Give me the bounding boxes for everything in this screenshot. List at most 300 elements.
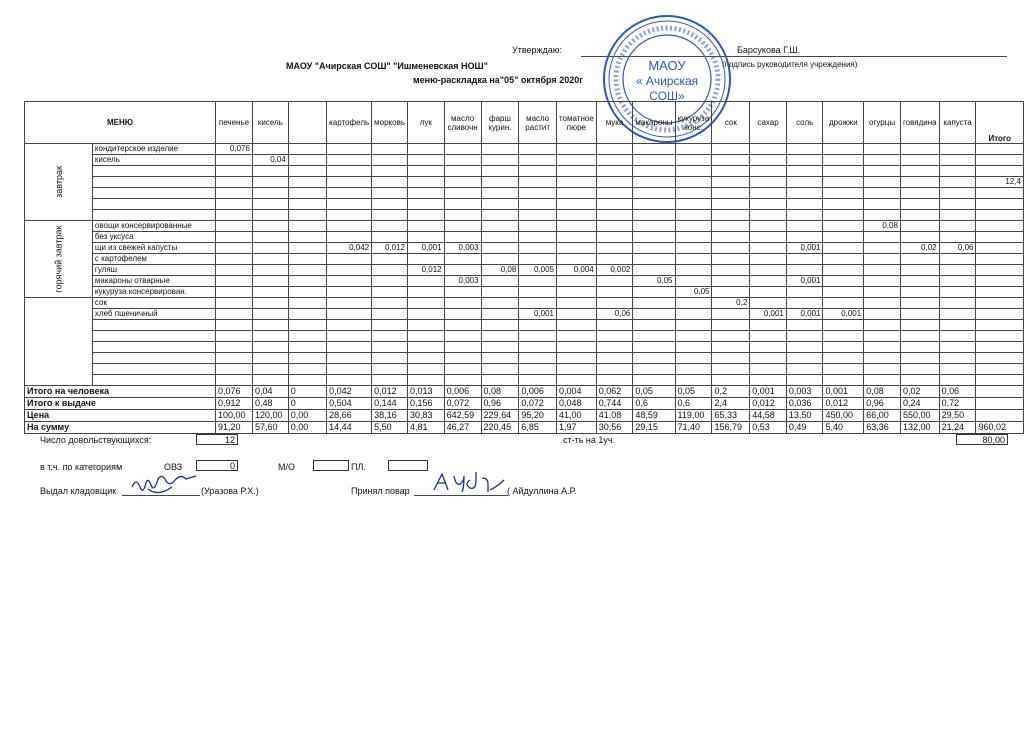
totals-cell: 120,00 bbox=[252, 410, 288, 422]
dish-name: щи из свежей капусты bbox=[92, 243, 215, 254]
table-cell bbox=[786, 375, 823, 386]
totals-cell: 229,64 bbox=[481, 410, 519, 422]
table-cell bbox=[519, 199, 557, 210]
dish-name bbox=[92, 188, 215, 199]
table-cell bbox=[712, 232, 750, 243]
table-cell bbox=[481, 232, 519, 243]
table-row bbox=[25, 309, 1024, 320]
table-cell bbox=[372, 232, 408, 243]
cook-signature bbox=[430, 470, 510, 496]
table-cell bbox=[596, 276, 633, 287]
totals-cell: 0,042 bbox=[327, 386, 372, 398]
table-cell bbox=[327, 287, 372, 298]
table-cell: 0,06 bbox=[939, 243, 976, 254]
table-cell bbox=[216, 155, 253, 166]
table-cell bbox=[327, 342, 372, 353]
dish-name bbox=[92, 364, 215, 375]
totals-cell: 0,001 bbox=[823, 386, 864, 398]
section-title: горячий завтрак bbox=[53, 225, 64, 292]
totals-cell: 29,50 bbox=[939, 410, 976, 422]
table-cell bbox=[252, 276, 288, 287]
col-header: сок bbox=[712, 102, 750, 144]
table-cell bbox=[675, 210, 712, 221]
table-cell bbox=[596, 232, 633, 243]
table-cell bbox=[481, 298, 519, 309]
col-header: картофель bbox=[327, 102, 372, 144]
table-cell bbox=[444, 177, 481, 188]
table-cell bbox=[786, 232, 823, 243]
dish-name bbox=[92, 375, 215, 386]
totals-cell: 0,04 bbox=[252, 386, 288, 398]
table-cell bbox=[252, 265, 288, 276]
totals-cell: 71,40 bbox=[675, 422, 712, 434]
table-cell bbox=[408, 188, 445, 199]
table-cell bbox=[288, 221, 326, 232]
table-cell bbox=[712, 375, 750, 386]
table-cell bbox=[864, 177, 901, 188]
table-cell bbox=[864, 309, 901, 320]
table-cell bbox=[750, 155, 787, 166]
totals-label: На сумму bbox=[25, 422, 216, 434]
table-cell: 0,012 bbox=[372, 243, 408, 254]
approver-note: (подпись руководителя учреждения) bbox=[722, 60, 858, 69]
table-cell bbox=[633, 166, 675, 177]
table-cell bbox=[252, 166, 288, 177]
totals-cell: 2,4 bbox=[712, 398, 750, 410]
totals-cell: 38,16 bbox=[372, 410, 408, 422]
table-cell bbox=[900, 364, 939, 375]
table-cell bbox=[823, 364, 864, 375]
row-total bbox=[976, 210, 1024, 221]
totals-cell: 0,96 bbox=[864, 398, 901, 410]
table-cell bbox=[327, 177, 372, 188]
table-cell bbox=[444, 188, 481, 199]
totals-cell: 41,08 bbox=[596, 410, 633, 422]
table-cell bbox=[216, 243, 253, 254]
table-cell bbox=[252, 144, 288, 155]
table-cell bbox=[712, 210, 750, 221]
table-cell bbox=[327, 188, 372, 199]
table-cell bbox=[786, 331, 823, 342]
table-cell bbox=[675, 298, 712, 309]
table-row bbox=[25, 210, 1024, 221]
table-cell bbox=[327, 166, 372, 177]
dish-name bbox=[92, 166, 215, 177]
col-header: соль bbox=[786, 102, 823, 144]
table-cell bbox=[864, 155, 901, 166]
table-cell bbox=[900, 199, 939, 210]
table-cell bbox=[519, 254, 557, 265]
totals-cell: 0,08 bbox=[481, 386, 519, 398]
table-cell bbox=[556, 232, 596, 243]
table-row bbox=[25, 298, 1024, 309]
table-cell bbox=[786, 342, 823, 353]
table-cell bbox=[786, 353, 823, 364]
table-cell bbox=[216, 210, 253, 221]
table-cell bbox=[823, 298, 864, 309]
table-cell bbox=[900, 265, 939, 276]
table-cell bbox=[288, 177, 326, 188]
table-cell bbox=[444, 254, 481, 265]
table-cell bbox=[675, 331, 712, 342]
table-cell bbox=[786, 210, 823, 221]
table-cell bbox=[252, 232, 288, 243]
table-cell bbox=[216, 364, 253, 375]
table-cell: 0,02 bbox=[900, 243, 939, 254]
table-cell bbox=[864, 232, 901, 243]
table-cell bbox=[519, 298, 557, 309]
menu-table bbox=[24, 101, 1024, 434]
table-cell bbox=[372, 144, 408, 155]
totals-cell: 44,58 bbox=[750, 410, 787, 422]
table-cell: 0,06 bbox=[596, 309, 633, 320]
table-cell bbox=[481, 243, 519, 254]
table-row bbox=[25, 342, 1024, 353]
totals-cell: 0,072 bbox=[519, 398, 557, 410]
row-total bbox=[976, 243, 1024, 254]
table-cell bbox=[519, 210, 557, 221]
table-cell bbox=[556, 199, 596, 210]
totals-cell: 0,08 bbox=[864, 386, 901, 398]
table-row bbox=[25, 166, 1024, 177]
table-cell bbox=[900, 287, 939, 298]
table-cell bbox=[596, 243, 633, 254]
ovz-label: ОВЗ bbox=[164, 462, 183, 472]
table-cell bbox=[864, 320, 901, 331]
table-cell bbox=[864, 375, 901, 386]
table-cell bbox=[481, 144, 519, 155]
dish-name bbox=[92, 177, 215, 188]
table-cell bbox=[288, 199, 326, 210]
table-cell bbox=[252, 353, 288, 364]
stamp-line-1: МАОУ bbox=[648, 58, 686, 73]
totals-row bbox=[25, 410, 1024, 422]
table-cell bbox=[444, 144, 481, 155]
table-cell bbox=[444, 166, 481, 177]
table-cell bbox=[596, 221, 633, 232]
table-cell bbox=[596, 298, 633, 309]
totals-label: Итого на человека bbox=[25, 386, 216, 398]
table-cell bbox=[288, 287, 326, 298]
table-cell bbox=[675, 265, 712, 276]
table-cell bbox=[327, 265, 372, 276]
table-cell bbox=[900, 320, 939, 331]
row-total bbox=[976, 232, 1024, 243]
table-cell bbox=[519, 243, 557, 254]
table-cell bbox=[675, 221, 712, 232]
table-cell bbox=[481, 364, 519, 375]
col-header bbox=[288, 102, 326, 144]
table-cell bbox=[900, 177, 939, 188]
table-row bbox=[25, 177, 1024, 188]
table-cell bbox=[900, 221, 939, 232]
table-cell bbox=[372, 320, 408, 331]
table-cell: 0,08 bbox=[864, 221, 901, 232]
table-cell bbox=[750, 199, 787, 210]
table-cell: 0,001 bbox=[823, 309, 864, 320]
table-cell bbox=[556, 375, 596, 386]
totals-cell: 0,004 bbox=[556, 386, 596, 398]
table-cell bbox=[288, 353, 326, 364]
totals-cell: 100,00 bbox=[216, 410, 253, 422]
table-cell bbox=[444, 199, 481, 210]
table-cell bbox=[556, 320, 596, 331]
table-cell: 0,012 bbox=[408, 265, 445, 276]
table-cell bbox=[786, 199, 823, 210]
table-cell bbox=[786, 265, 823, 276]
table-row bbox=[25, 243, 1024, 254]
table-cell bbox=[481, 309, 519, 320]
table-cell bbox=[786, 221, 823, 232]
table-cell bbox=[823, 254, 864, 265]
table-cell bbox=[408, 309, 445, 320]
totals-cell: 0,003 bbox=[786, 386, 823, 398]
row-total bbox=[976, 276, 1024, 287]
table-cell bbox=[939, 166, 976, 177]
table-cell bbox=[556, 177, 596, 188]
issued-name: (Уразова Р.Х.) bbox=[201, 486, 259, 496]
section-title: завтрак bbox=[53, 165, 64, 198]
table-cell bbox=[216, 166, 253, 177]
table-cell bbox=[596, 331, 633, 342]
table-cell bbox=[372, 210, 408, 221]
table-cell bbox=[633, 375, 675, 386]
table-cell bbox=[750, 254, 787, 265]
table-cell bbox=[252, 298, 288, 309]
totals-cell: 0,076 bbox=[216, 386, 253, 398]
table-row bbox=[25, 221, 1024, 232]
table-cell bbox=[712, 342, 750, 353]
col-header: морковь bbox=[372, 102, 408, 144]
totals-cell: 132,00 bbox=[900, 422, 939, 434]
row-total bbox=[976, 199, 1024, 210]
table-cell bbox=[939, 342, 976, 353]
totals-cell: 0,05 bbox=[675, 386, 712, 398]
table-cell bbox=[408, 298, 445, 309]
totals-cell: 0,912 bbox=[216, 398, 253, 410]
row-total bbox=[976, 364, 1024, 375]
table-cell bbox=[675, 188, 712, 199]
table-cell bbox=[939, 276, 976, 287]
totals-cell: 0,2 bbox=[712, 386, 750, 398]
dish-name bbox=[92, 210, 215, 221]
dish-name: овощи консервированные bbox=[92, 221, 215, 232]
table-cell bbox=[712, 144, 750, 155]
row-total bbox=[976, 265, 1024, 276]
table-cell bbox=[556, 331, 596, 342]
table-cell bbox=[444, 353, 481, 364]
totals-cell: 5,50 bbox=[372, 422, 408, 434]
dish-name: с картофелем bbox=[92, 254, 215, 265]
table-cell bbox=[444, 375, 481, 386]
table-cell bbox=[939, 221, 976, 232]
table-cell bbox=[327, 155, 372, 166]
table-cell bbox=[444, 364, 481, 375]
table-cell bbox=[823, 320, 864, 331]
table-cell bbox=[481, 331, 519, 342]
table-cell bbox=[712, 199, 750, 210]
table-cell bbox=[519, 166, 557, 177]
row-total: 12,4 bbox=[976, 177, 1024, 188]
table-cell bbox=[939, 375, 976, 386]
table-cell bbox=[288, 243, 326, 254]
table-cell bbox=[252, 188, 288, 199]
table-cell bbox=[864, 331, 901, 342]
totals-cell: 29,15 bbox=[633, 422, 675, 434]
table-cell: 0,076 bbox=[216, 144, 253, 155]
table-cell: 0,001 bbox=[519, 309, 557, 320]
totals-cell: 48,59 bbox=[633, 410, 675, 422]
table-cell bbox=[408, 166, 445, 177]
table-cell bbox=[633, 309, 675, 320]
table-cell bbox=[596, 254, 633, 265]
table-cell bbox=[596, 155, 633, 166]
table-cell bbox=[633, 298, 675, 309]
col-header: капуста bbox=[939, 102, 976, 144]
table-cell bbox=[408, 232, 445, 243]
table-cell bbox=[633, 144, 675, 155]
table-cell bbox=[216, 309, 253, 320]
table-cell bbox=[288, 188, 326, 199]
table-cell bbox=[252, 309, 288, 320]
table-cell bbox=[939, 331, 976, 342]
table-cell bbox=[288, 210, 326, 221]
table-cell bbox=[216, 177, 253, 188]
table-cell bbox=[288, 232, 326, 243]
menu-header: МЕНЮ bbox=[25, 102, 216, 144]
table-cell bbox=[633, 155, 675, 166]
table-cell: 0,001 bbox=[786, 243, 823, 254]
col-header: томатное пюре bbox=[556, 102, 596, 144]
table-cell bbox=[823, 221, 864, 232]
pl-box bbox=[388, 460, 428, 471]
count-value: 12 bbox=[196, 434, 238, 445]
table-cell bbox=[444, 265, 481, 276]
table-cell bbox=[596, 342, 633, 353]
table-cell: 0,042 bbox=[327, 243, 372, 254]
table-cell bbox=[556, 254, 596, 265]
table-cell bbox=[675, 144, 712, 155]
row-total bbox=[976, 221, 1024, 232]
totals-cell: 0 bbox=[288, 386, 326, 398]
totals-cell: 46,27 bbox=[444, 422, 481, 434]
totals-grand: 960,02 bbox=[976, 422, 1024, 434]
table-cell bbox=[675, 309, 712, 320]
totals-label: Цена bbox=[25, 410, 216, 422]
table-cell bbox=[633, 177, 675, 188]
ovz-value: 0 bbox=[196, 460, 238, 471]
table-cell bbox=[288, 298, 326, 309]
table-cell bbox=[633, 199, 675, 210]
table-cell bbox=[556, 243, 596, 254]
table-row bbox=[25, 265, 1024, 276]
table-cell bbox=[372, 331, 408, 342]
table-cell bbox=[596, 177, 633, 188]
totals-cell: 0,072 bbox=[444, 398, 481, 410]
totals-grand bbox=[976, 398, 1024, 410]
table-cell bbox=[481, 287, 519, 298]
table-cell bbox=[481, 342, 519, 353]
table-cell bbox=[327, 210, 372, 221]
table-cell bbox=[216, 188, 253, 199]
dish-name: макароны отварные bbox=[92, 276, 215, 287]
totals-cell: 550,00 bbox=[900, 410, 939, 422]
totals-cell: 0,048 bbox=[556, 398, 596, 410]
table-cell bbox=[372, 342, 408, 353]
table-cell bbox=[408, 342, 445, 353]
table-cell bbox=[444, 331, 481, 342]
table-cell bbox=[823, 144, 864, 155]
table-cell bbox=[556, 309, 596, 320]
table-cell bbox=[939, 265, 976, 276]
table-cell bbox=[633, 331, 675, 342]
table-cell bbox=[823, 331, 864, 342]
dish-name: без уксуса bbox=[92, 232, 215, 243]
table-cell bbox=[750, 166, 787, 177]
table-cell bbox=[252, 331, 288, 342]
table-cell bbox=[252, 199, 288, 210]
col-header: масло сливочн bbox=[444, 102, 481, 144]
table-cell bbox=[327, 364, 372, 375]
count-label: Число довольствующихся: bbox=[40, 435, 152, 445]
table-cell bbox=[556, 188, 596, 199]
totals-cell: 0,00 bbox=[288, 410, 326, 422]
table-row bbox=[25, 331, 1024, 342]
col-header: печенье bbox=[216, 102, 253, 144]
table-cell bbox=[900, 298, 939, 309]
table-cell bbox=[327, 353, 372, 364]
table-cell bbox=[596, 144, 633, 155]
approve-label: Утверждаю: bbox=[512, 45, 563, 55]
row-total bbox=[976, 298, 1024, 309]
table-cell bbox=[939, 232, 976, 243]
table-cell bbox=[288, 155, 326, 166]
cost-label: ст-ть на 1уч. bbox=[563, 435, 616, 445]
mo-label: М/О bbox=[278, 462, 295, 472]
table-cell bbox=[750, 287, 787, 298]
table-cell bbox=[327, 144, 372, 155]
table-cell bbox=[481, 221, 519, 232]
table-cell bbox=[252, 287, 288, 298]
table-cell: 0,001 bbox=[786, 276, 823, 287]
table-cell bbox=[288, 331, 326, 342]
totals-cell: 0 bbox=[288, 398, 326, 410]
table-cell bbox=[939, 144, 976, 155]
total-header: Итого bbox=[976, 102, 1024, 144]
table-cell bbox=[864, 210, 901, 221]
table-cell bbox=[216, 254, 253, 265]
table-cell bbox=[786, 166, 823, 177]
table-cell bbox=[288, 166, 326, 177]
col-header: дрожжи bbox=[823, 102, 864, 144]
totals-cell: 95,20 bbox=[519, 410, 557, 422]
table-cell bbox=[288, 276, 326, 287]
table-cell bbox=[864, 364, 901, 375]
table-cell bbox=[596, 375, 633, 386]
col-header: лук bbox=[408, 102, 445, 144]
table-cell bbox=[900, 309, 939, 320]
table-cell bbox=[444, 221, 481, 232]
table-cell bbox=[519, 331, 557, 342]
table-cell bbox=[750, 353, 787, 364]
totals-cell: 0,062 bbox=[596, 386, 633, 398]
dish-name: сок bbox=[92, 298, 215, 309]
table-cell bbox=[408, 177, 445, 188]
table-cell bbox=[288, 144, 326, 155]
table-cell bbox=[823, 188, 864, 199]
table-cell bbox=[939, 210, 976, 221]
totals-cell: 0,006 bbox=[444, 386, 481, 398]
